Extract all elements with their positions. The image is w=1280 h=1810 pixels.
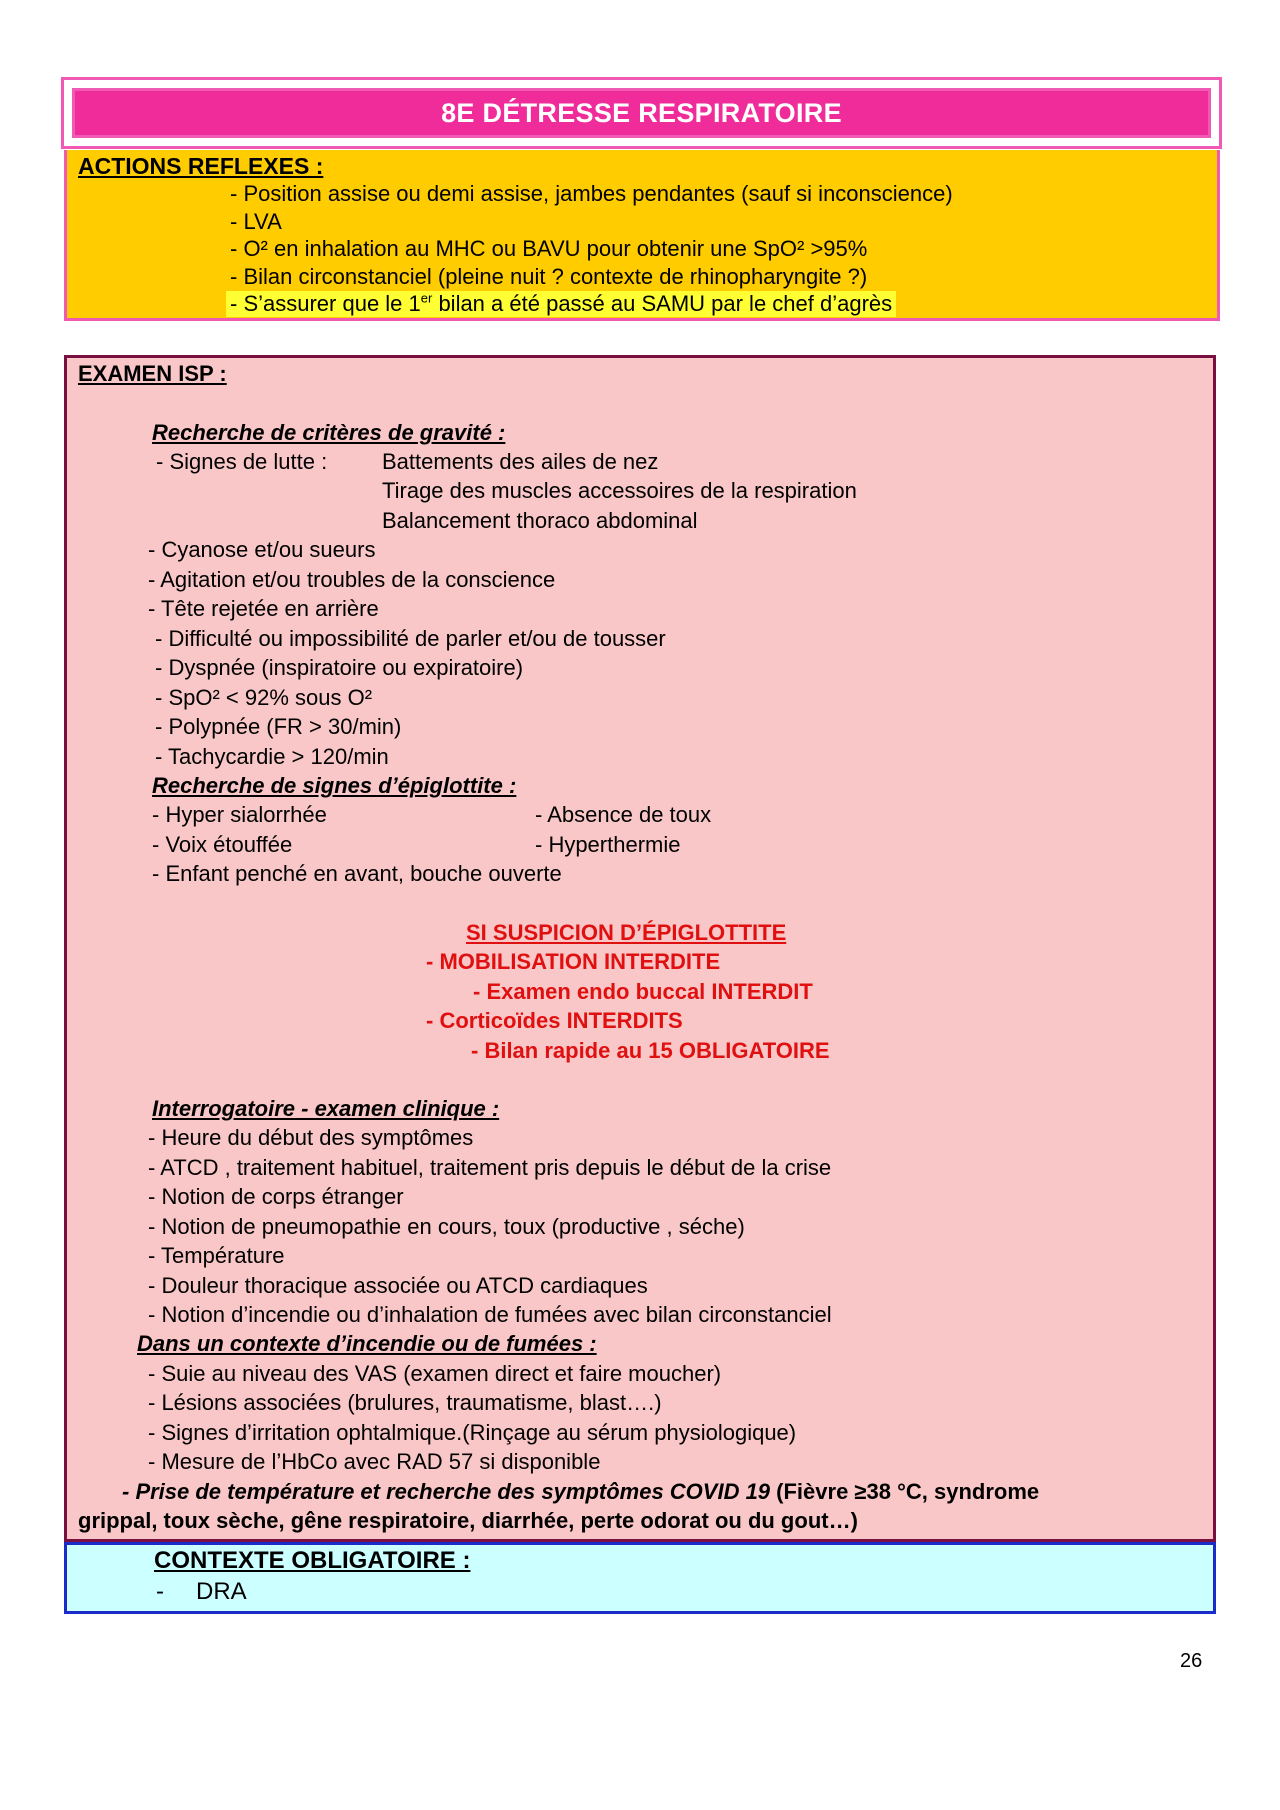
covid-line-2: grippal, toux sèche, gêne respiratoire, diarrhée, perte odorat ou du gout…)	[78, 1508, 858, 1533]
gravite-item: - Agitation et/ou troubles de la conscience	[148, 567, 556, 592]
gravite-item: - Tête rejetée en arrière	[148, 596, 379, 621]
covid-line	[122, 1479, 1039, 1505]
action-item-highlighted	[226, 291, 896, 317]
contexte-dash: -	[156, 1578, 164, 1605]
interro-item: - Notion de corps étranger	[148, 1184, 404, 1209]
page-title: 8E DÉTRESSE RESPIRATOIRE	[441, 97, 842, 128]
action-item: - O² en inhalation au MHC ou BAVU pour obtenir une SpO² >95%	[230, 236, 868, 261]
action-item: - Bilan circonstanciel (pleine nuit ? contexte de rhinopharyngite ?)	[230, 264, 868, 289]
covid-italic: - Prise de température et recherche des symptômes COVID 19	[122, 1479, 771, 1504]
page-number: 26	[1180, 1650, 1203, 1672]
interro-heading: Interrogatoire - examen clinique :	[152, 1096, 500, 1121]
lutte-item: Tirage des muscles accessoires de la respiration	[382, 478, 857, 503]
gravite-item: - Difficulté ou impossibilité de parler et/ou de tousser	[155, 626, 666, 651]
incendie-item: - Suie au niveau des VAS (examen direct et faire moucher)	[148, 1361, 722, 1386]
interro-item: - Notion de pneumopathie en cours, toux (productive , séche)	[148, 1214, 745, 1239]
suspicion-item: - Examen endo buccal INTERDIT	[473, 979, 813, 1004]
suspicion-item: - Bilan rapide au 15 OBLIGATOIRE	[471, 1038, 830, 1063]
title-banner	[61, 77, 1222, 149]
lutte-item: Battements des ailes de nez	[382, 449, 659, 474]
contexte-item: DRA	[196, 1578, 247, 1605]
exam-heading: EXAMEN ISP :	[78, 361, 227, 386]
incendie-item: - Signes d’irritation ophtalmique.(Rinçage au sérum physiologique)	[148, 1420, 797, 1445]
gravite-heading: Recherche de critères de gravité :	[152, 420, 506, 445]
interro-item: - Notion d’incendie ou d’inhalation de fumées avec bilan circonstanciel	[148, 1302, 832, 1327]
action-highlight-part1: - S’assurer que le 1	[230, 291, 421, 316]
epiglottite-item: - Enfant penché en avant, bouche ouverte	[152, 861, 562, 886]
lutte-item: Balancement thoraco abdominal	[382, 508, 698, 533]
gravite-item: - Polypnée (FR > 30/min)	[155, 714, 402, 739]
epiglottite-heading: Recherche de signes d’épiglottite :	[152, 773, 517, 798]
contexte-heading: CONTEXTE OBLIGATOIRE :	[154, 1547, 471, 1574]
action-highlight-sup: er	[420, 290, 433, 306]
gravite-item: - Cyanose et/ou sueurs	[148, 537, 376, 562]
incendie-heading: Dans un contexte d’incendie ou de fumées :	[137, 1331, 597, 1356]
action-highlight-part2: bilan a été passé au SAMU par le chef d’agrès	[432, 291, 893, 316]
epiglottite-item: - Absence de toux	[535, 802, 712, 827]
action-item: - Position assise ou demi assise, jambes pendantes (sauf si inconscience)	[230, 181, 953, 206]
suspicion-item: - MOBILISATION INTERDITE	[426, 949, 721, 974]
gravite-item: - Tachycardie > 120/min	[155, 744, 389, 769]
interro-item: - Température	[148, 1243, 285, 1268]
gravite-item: - SpO² < 92% sous O²	[155, 685, 373, 710]
epiglottite-item: - Hyperthermie	[535, 832, 681, 857]
incendie-item: - Mesure de l’HbCo avec RAD 57 si disponible	[148, 1449, 601, 1474]
suspicion-heading: SI SUSPICION D’ÉPIGLOTTITE	[466, 920, 787, 945]
actions-heading: ACTIONS REFLEXES :	[78, 153, 324, 179]
action-item: - LVA	[230, 209, 282, 234]
interro-item: - Heure du début des symptômes	[148, 1125, 474, 1150]
epiglottite-item: - Voix étouffée	[152, 832, 293, 857]
interro-item: - ATCD , traitement habituel, traitement pris depuis le début de la crise	[148, 1155, 832, 1180]
covid-rest: (Fièvre ≥38 °C, syndrome	[770, 1479, 1040, 1504]
incendie-item: - Lésions associées (brulures, traumatisme, blast….)	[148, 1390, 662, 1415]
suspicion-item: - Corticoïdes INTERDITS	[426, 1008, 683, 1033]
gravite-item: - Dyspnée (inspiratoire ou expiratoire)	[155, 655, 524, 680]
epiglottite-item: - Hyper sialorrhée	[152, 802, 327, 827]
lutte-label: - Signes de lutte :	[156, 449, 328, 474]
title-inner	[72, 88, 1211, 138]
interro-item: - Douleur thoracique associée ou ATCD cardiaques	[148, 1273, 648, 1298]
